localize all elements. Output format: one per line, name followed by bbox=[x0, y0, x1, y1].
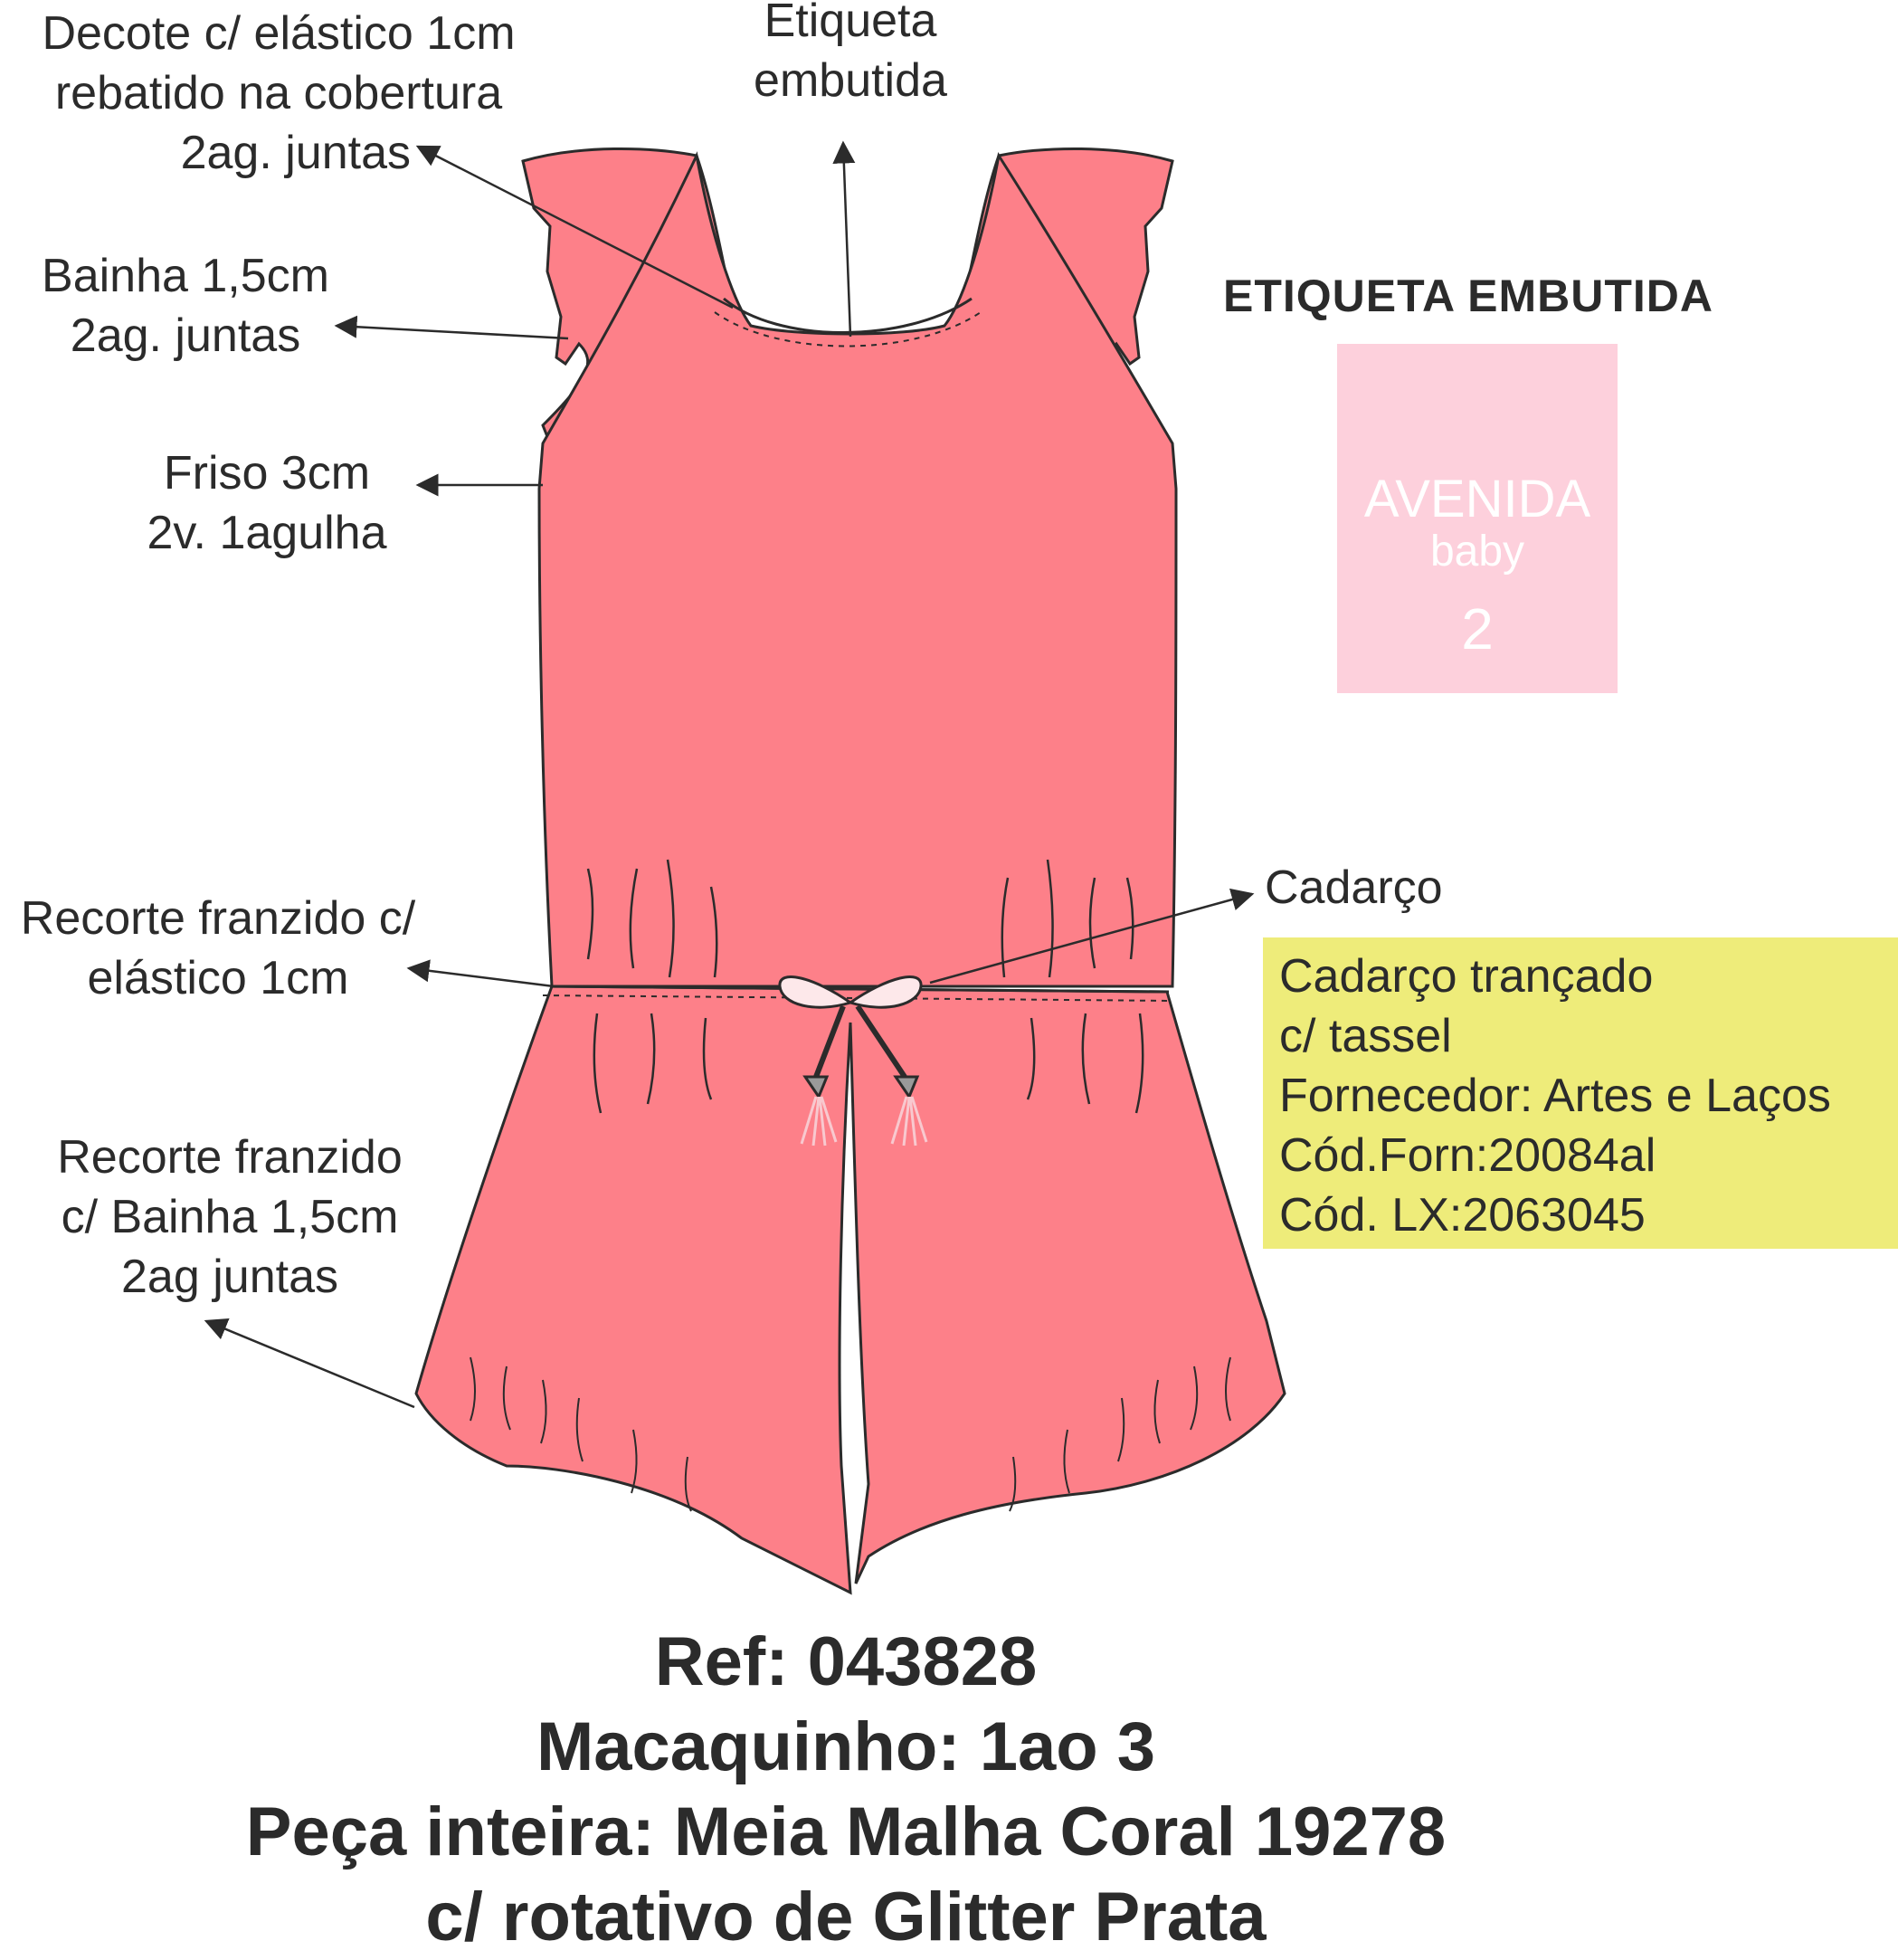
callout-label: Etiqueta embutida bbox=[754, 0, 947, 107]
callout-ruffle: Recorte franzido c/ Bainha 1,5cm 2ag juntas bbox=[57, 1131, 403, 1303]
product-name: Macaquinho: 1ao 3 bbox=[536, 1708, 1156, 1785]
brand-sub: baby bbox=[1429, 528, 1525, 576]
callout-sleeve-hem: Bainha 1,5cm 2ag. juntas bbox=[42, 250, 329, 362]
callout-armhole: Friso 3cm 2v. 1agulha bbox=[147, 447, 387, 559]
product-spec-footer bbox=[0, 1620, 1692, 1960]
fabric-spec: Peça inteira: Meia Malha Coral 19278 bbox=[245, 1793, 1447, 1870]
callout-drawstring: Cadarço bbox=[1265, 861, 1443, 914]
brand-label-tag bbox=[1337, 344, 1618, 693]
callout-neckline: Decote c/ elástico 1cm rebatido na cobertura 2ag. juntas bbox=[42, 7, 516, 179]
size-number: 2 bbox=[1461, 596, 1494, 661]
reference-number: Ref: 043828 bbox=[654, 1623, 1038, 1700]
callout-waist: Recorte franzido c/ elástico 1cm bbox=[20, 892, 416, 1004]
supplier-note: Cadarço trançado c/ tassel Fornecedor: Artes e Laços Cód.Forn:20084al Cód. LX:2063045 bbox=[1263, 937, 1898, 1249]
shorts bbox=[416, 986, 1285, 1593]
print-spec: c/ rotativo de Glitter Prata bbox=[425, 1879, 1267, 1955]
brand-name: AVENIDA bbox=[1363, 470, 1591, 528]
label-panel-title: ETIQUETA EMBUTIDA bbox=[1223, 271, 1713, 321]
